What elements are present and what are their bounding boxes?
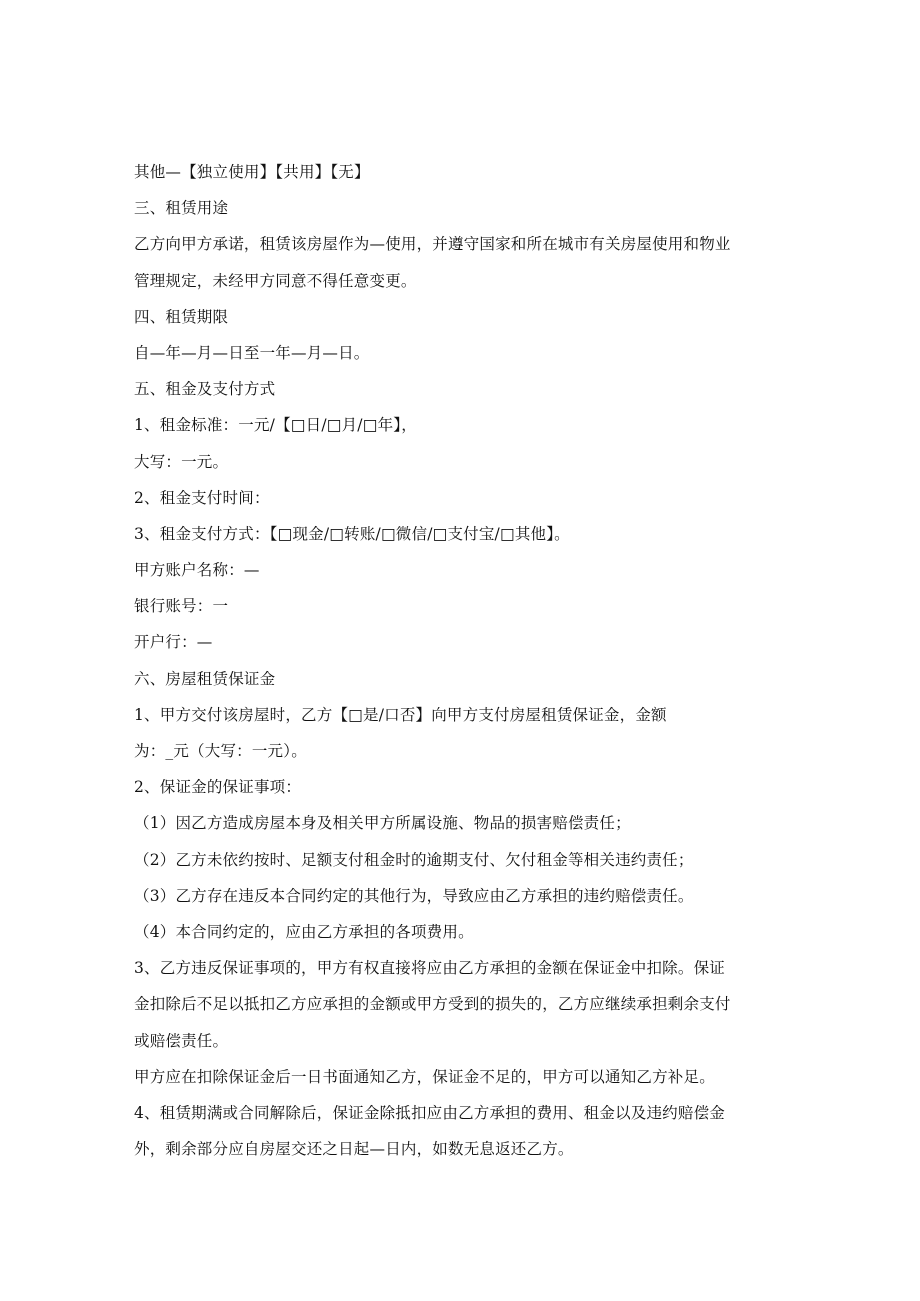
text-line: 3、租金支付方式：【□现金/□转账/□微信/□支付宝/□其他】。	[134, 524, 570, 543]
text-line: 自—年—月—日至一年—月—日。	[134, 343, 370, 362]
text-line: 乙方向甲方承诺，租赁该房屋作为—使用，并遵守国家和所在城市有关房屋使用和物业	[134, 235, 731, 254]
document-body	[134, 154, 789, 1167]
section-heading: 六、房屋租赁保证金	[134, 669, 276, 688]
list-item: （2）乙方未依约按时、足额支付租金时的逾期支付、欠付租金等相关违约责任；	[134, 850, 694, 869]
section-heading: 三、租赁用途	[134, 199, 229, 218]
text-line: 或赔偿责任。	[134, 1031, 229, 1050]
list-item: （4）本合同约定的，应由乙方承担的各项费用。	[134, 922, 474, 941]
text-line: 2、租金支付时间：	[134, 488, 270, 507]
text-line: 为：_元（大写：一元）。	[134, 742, 307, 760]
text-line: 1、甲方交付该房屋时，乙方【□是/口否】向甲方支付房屋租赁保证金，金额	[134, 705, 667, 724]
text-line: 甲方应在扣除保证金后一日书面通知乙方，保证金不足的，甲方可以通知乙方补足。	[134, 1067, 715, 1086]
section-heading: 四、租赁期限	[134, 307, 229, 326]
text-line: 1、租金标准：一元/【□日/□月/□年】，	[134, 416, 417, 435]
text-line: 外，剩余部分应自房屋交还之日起—日内，如数无息返还乙方。	[134, 1140, 574, 1159]
text-line: 4、租赁期满或合同解除后，保证金除抵扣应由乙方承担的费用、租金以及违约赔偿金	[134, 1103, 725, 1122]
text-line: 开户行：—	[134, 633, 213, 652]
list-item: （3）乙方存在违反本合同约定的其他行为，导致应由乙方承担的违约赔偿责任。	[134, 886, 694, 905]
text-line: 管理规定，未经甲方同意不得任意变更。	[134, 271, 417, 290]
text-line: 金扣除后不足以抵扣乙方应承担的金额或甲方受到的损失的，乙方应继续承担剩余支付	[134, 995, 731, 1014]
text-line: 甲方账户名称：—	[134, 561, 260, 580]
text-line: 其他—【独立使用】【共用】【无】	[134, 163, 370, 181]
text-line: 2、保证金的保证事项：	[134, 778, 302, 797]
text-line: 大写：一元。	[134, 452, 229, 471]
section-heading: 五、租金及支付方式	[134, 380, 276, 399]
text-line: 3、乙方违反保证事项的，甲方有权直接将应由乙方承担的金额在保证金中扣除。保证	[134, 959, 725, 978]
list-item: （1）因乙方造成房屋本身及相关甲方所属设施、物品的损害赔偿责任；	[134, 814, 631, 833]
text-line: 银行账号：一	[134, 597, 229, 616]
